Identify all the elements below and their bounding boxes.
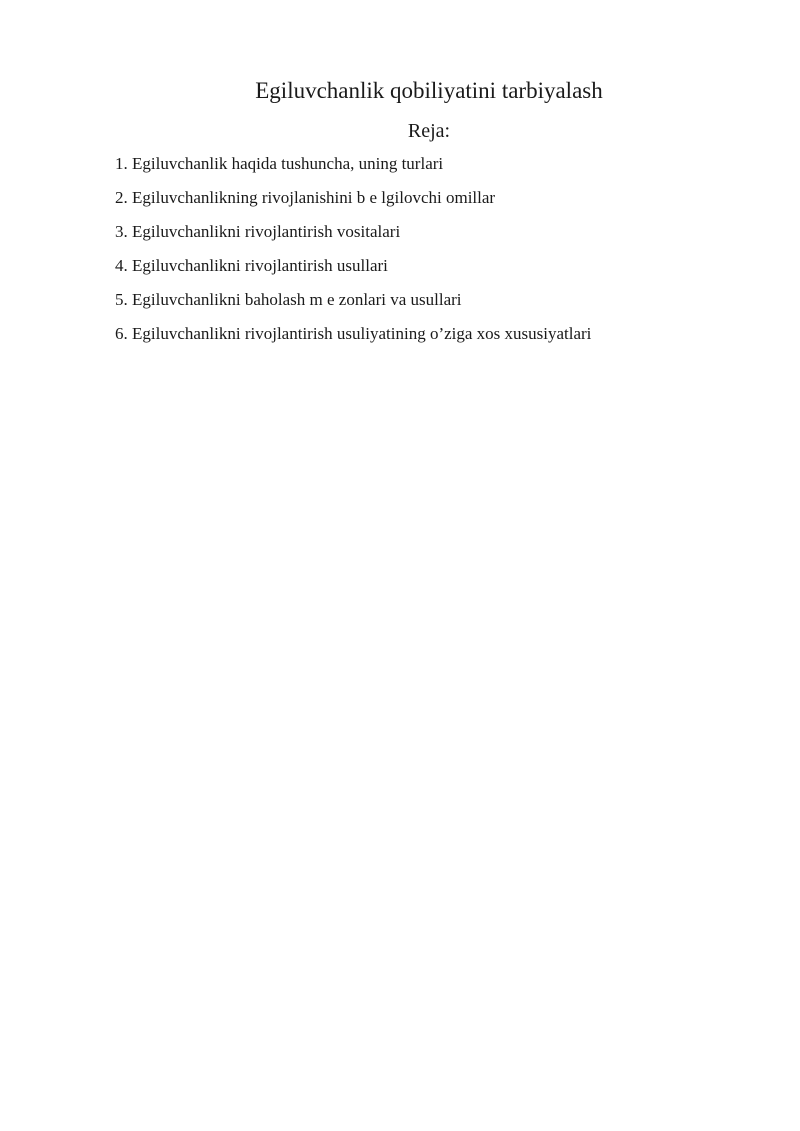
plan-item-4: 4. Egiluvchanlikni rivojlantirish usullari	[115, 256, 388, 275]
plan-item-3: 3. Egiluvchanlikni rivojlantirish vositalari	[115, 222, 401, 241]
plan-item-2: 2. Egiluvchanlikning rivojlanishini b e lgilovchi omillar	[115, 188, 496, 207]
plan-item-6: 6. Egiluvchanlikni rivojlantirish usuliyatining o’ziga xos xususiyatlari	[115, 324, 592, 343]
plan-list	[115, 153, 755, 357]
document-title: Egiluvchanlik qobiliyatini tarbiyalash	[255, 78, 603, 103]
plan-item-5: 5. Egiluvchanlikni baholash m e zonlari va usullari	[115, 290, 462, 309]
plan-item-1: 1. Egiluvchanlik haqida tushuncha, uning turlari	[115, 154, 444, 173]
plan-heading: Reja:	[407, 120, 451, 142]
